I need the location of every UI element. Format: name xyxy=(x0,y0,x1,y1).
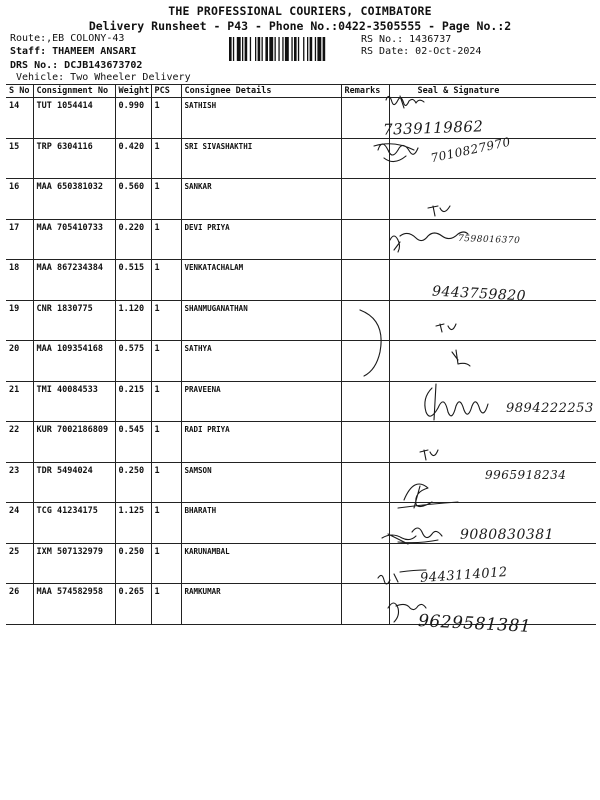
cell-consignment-no: CNR 1830775 xyxy=(33,300,115,341)
cell-sno: 15 xyxy=(6,138,33,179)
cell-sno: 24 xyxy=(6,503,33,544)
cell-sno: 17 xyxy=(6,219,33,260)
cell-consignee: VENKATACHALAM xyxy=(181,260,341,301)
drs-number: DRS No.: DCJB143673702 xyxy=(10,60,143,71)
column-header-remarks: Remarks xyxy=(341,85,389,98)
barcode-bar xyxy=(294,37,297,61)
table-row xyxy=(6,422,596,463)
cell-consignment-no: MAA 650381032 xyxy=(33,179,115,220)
cell-remarks xyxy=(341,543,389,584)
staff-label: Staff: THAMEEM ANSARI xyxy=(10,46,137,57)
barcode-bar xyxy=(233,37,234,61)
cell-weight: 0.575 xyxy=(115,341,151,382)
cell-signature xyxy=(389,422,596,463)
barcode-bar xyxy=(303,37,304,61)
barcode-bar xyxy=(315,37,316,61)
handwritten-phone: 9443759820 xyxy=(431,283,527,305)
table-row xyxy=(6,300,596,341)
cell-pcs: 1 xyxy=(151,219,181,260)
column-header-signature: Seal & Signature xyxy=(389,85,596,98)
cell-consignment-no: KUR 7002186809 xyxy=(33,422,115,463)
cell-remarks xyxy=(341,422,389,463)
cell-weight: 0.515 xyxy=(115,260,151,301)
cell-consignee: RADI PRIYA xyxy=(181,422,341,463)
handwritten-phone: 7598016370 xyxy=(457,233,521,247)
cell-sno: 20 xyxy=(6,341,33,382)
barcode-bar xyxy=(317,37,321,61)
column-header-pcs: PCS xyxy=(151,85,181,98)
handwritten-phone: 7010827970 xyxy=(429,134,512,166)
cell-pcs: 1 xyxy=(151,179,181,220)
route-label: Route:,EB COLONY-43 xyxy=(10,33,125,44)
cell-remarks xyxy=(341,260,389,301)
rs-date: RS Date: 02-Oct-2024 xyxy=(361,46,482,57)
cell-sno: 18 xyxy=(6,260,33,301)
cell-pcs: 1 xyxy=(151,300,181,341)
company-title: THE PROFESSIONAL COURIERS, COIMBATORE xyxy=(168,4,432,18)
runsheet-table xyxy=(6,84,596,625)
handwritten-phone: 9080830381 xyxy=(460,527,555,543)
cell-sno: 14 xyxy=(6,98,33,139)
barcode-bar xyxy=(245,37,248,61)
cell-consignee: SATHYA xyxy=(181,341,341,382)
cell-signature xyxy=(389,300,596,341)
cell-sno: 16 xyxy=(6,179,33,220)
cell-weight: 1.125 xyxy=(115,503,151,544)
cell-remarks xyxy=(341,462,389,503)
barcode-bar xyxy=(285,37,289,61)
cell-weight: 0.420 xyxy=(115,138,151,179)
cell-pcs: 1 xyxy=(151,260,181,301)
cell-weight: 0.250 xyxy=(115,462,151,503)
cell-consignee: SANKAR xyxy=(181,179,341,220)
cell-pcs: 1 xyxy=(151,98,181,139)
cell-consignment-no: TUT 1054414 xyxy=(33,98,115,139)
barcode-bar xyxy=(278,37,279,61)
column-header-consignment: Consignment No xyxy=(33,85,115,98)
cell-remarks xyxy=(341,219,389,260)
table-row xyxy=(6,98,596,139)
cell-remarks xyxy=(341,98,389,139)
table-row xyxy=(6,341,596,382)
cell-consignment-no: IXM 507132979 xyxy=(33,543,115,584)
cell-weight: 0.560 xyxy=(115,179,151,220)
barcode-bar xyxy=(250,37,251,61)
handwritten-phone: 9629581381 xyxy=(417,611,532,637)
cell-remarks xyxy=(341,341,389,382)
column-header-consignee: Consignee Details xyxy=(181,85,341,98)
barcode-bar xyxy=(298,37,299,61)
cell-pcs: 1 xyxy=(151,138,181,179)
handwritten-phone: 9894222253 xyxy=(506,401,594,416)
column-header-weight: Weight xyxy=(115,85,151,98)
barcode-bar xyxy=(258,37,261,61)
cell-weight: 0.220 xyxy=(115,219,151,260)
cell-weight: 1.120 xyxy=(115,300,151,341)
cell-consignee: RAMKUMAR xyxy=(181,584,341,625)
cell-consignment-no: MAA 867234384 xyxy=(33,260,115,301)
barcode-image xyxy=(229,37,354,61)
cell-pcs: 1 xyxy=(151,381,181,422)
cell-weight: 0.545 xyxy=(115,422,151,463)
barcode-bar xyxy=(237,37,241,61)
cell-weight: 0.250 xyxy=(115,543,151,584)
cell-signature xyxy=(389,341,596,382)
cell-pcs: 1 xyxy=(151,543,181,584)
cell-consignment-no: MAA 574582958 xyxy=(33,584,115,625)
handwritten-phone: 9443114012 xyxy=(419,564,509,587)
vehicle-label: Vehicle: Two Wheeler Delivery xyxy=(16,72,191,83)
cell-signature xyxy=(389,179,596,220)
cell-pcs: 1 xyxy=(151,503,181,544)
cell-remarks xyxy=(341,503,389,544)
cell-consignee: SAMSON xyxy=(181,462,341,503)
cell-sno: 19 xyxy=(6,300,33,341)
cell-consignment-no: TMI 40084533 xyxy=(33,381,115,422)
cell-consignee: PRAVEENA xyxy=(181,381,341,422)
cell-weight: 0.990 xyxy=(115,98,151,139)
cell-consignee: KARUNAMBAL xyxy=(181,543,341,584)
cell-sno: 22 xyxy=(6,422,33,463)
table-header-row xyxy=(6,85,596,98)
cell-consignment-no: TRP 6304116 xyxy=(33,138,115,179)
cell-consignee: SATHISH xyxy=(181,98,341,139)
barcode-bar xyxy=(275,37,276,61)
cell-sno: 26 xyxy=(6,584,33,625)
cell-consignee: SHANMUGANATHAN xyxy=(181,300,341,341)
cell-remarks xyxy=(341,300,389,341)
cell-consignee: SRI SIVASHAKTHI xyxy=(181,138,341,179)
barcode-bar xyxy=(307,37,308,61)
cell-consignment-no: TCG 41234175 xyxy=(33,503,115,544)
handwritten-phone: 7339119862 xyxy=(382,117,484,139)
cell-sno: 23 xyxy=(6,462,33,503)
handwritten-phone: 9965918234 xyxy=(485,468,567,482)
table-row xyxy=(6,179,596,220)
cell-consignee: BHARATH xyxy=(181,503,341,544)
cell-remarks xyxy=(341,584,389,625)
barcode-bar xyxy=(323,37,326,61)
barcode-bar xyxy=(310,37,313,61)
cell-weight: 0.265 xyxy=(115,584,151,625)
runsheet-subtitle: Delivery Runsheet - P43 - Phone No.:0422-3505555 - Page No.:2 xyxy=(88,19,512,33)
rs-number: RS No.: 1436737 xyxy=(361,34,452,45)
barcode-bar xyxy=(262,37,263,61)
cell-pcs: 1 xyxy=(151,584,181,625)
cell-sno: 21 xyxy=(6,381,33,422)
column-header-sno: S No xyxy=(6,85,33,98)
cell-sno: 25 xyxy=(6,543,33,584)
cell-consignee: DEVI PRIYA xyxy=(181,219,341,260)
barcode-bar xyxy=(265,37,268,61)
cell-remarks xyxy=(341,179,389,220)
barcode-bar xyxy=(269,37,273,61)
cell-consignment-no: MAA 109354168 xyxy=(33,341,115,382)
barcode-bar xyxy=(282,37,283,61)
cell-remarks xyxy=(341,138,389,179)
barcode-bar xyxy=(229,37,232,61)
cell-pcs: 1 xyxy=(151,341,181,382)
barcode-bar xyxy=(242,37,243,61)
cell-remarks xyxy=(341,381,389,422)
cell-consignment-no: MAA 705410733 xyxy=(33,219,115,260)
barcode-bar xyxy=(255,37,256,61)
cell-pcs: 1 xyxy=(151,422,181,463)
cell-pcs: 1 xyxy=(151,462,181,503)
barcode-bar xyxy=(291,37,292,61)
cell-weight: 0.215 xyxy=(115,381,151,422)
cell-consignment-no: TDR 5494024 xyxy=(33,462,115,503)
